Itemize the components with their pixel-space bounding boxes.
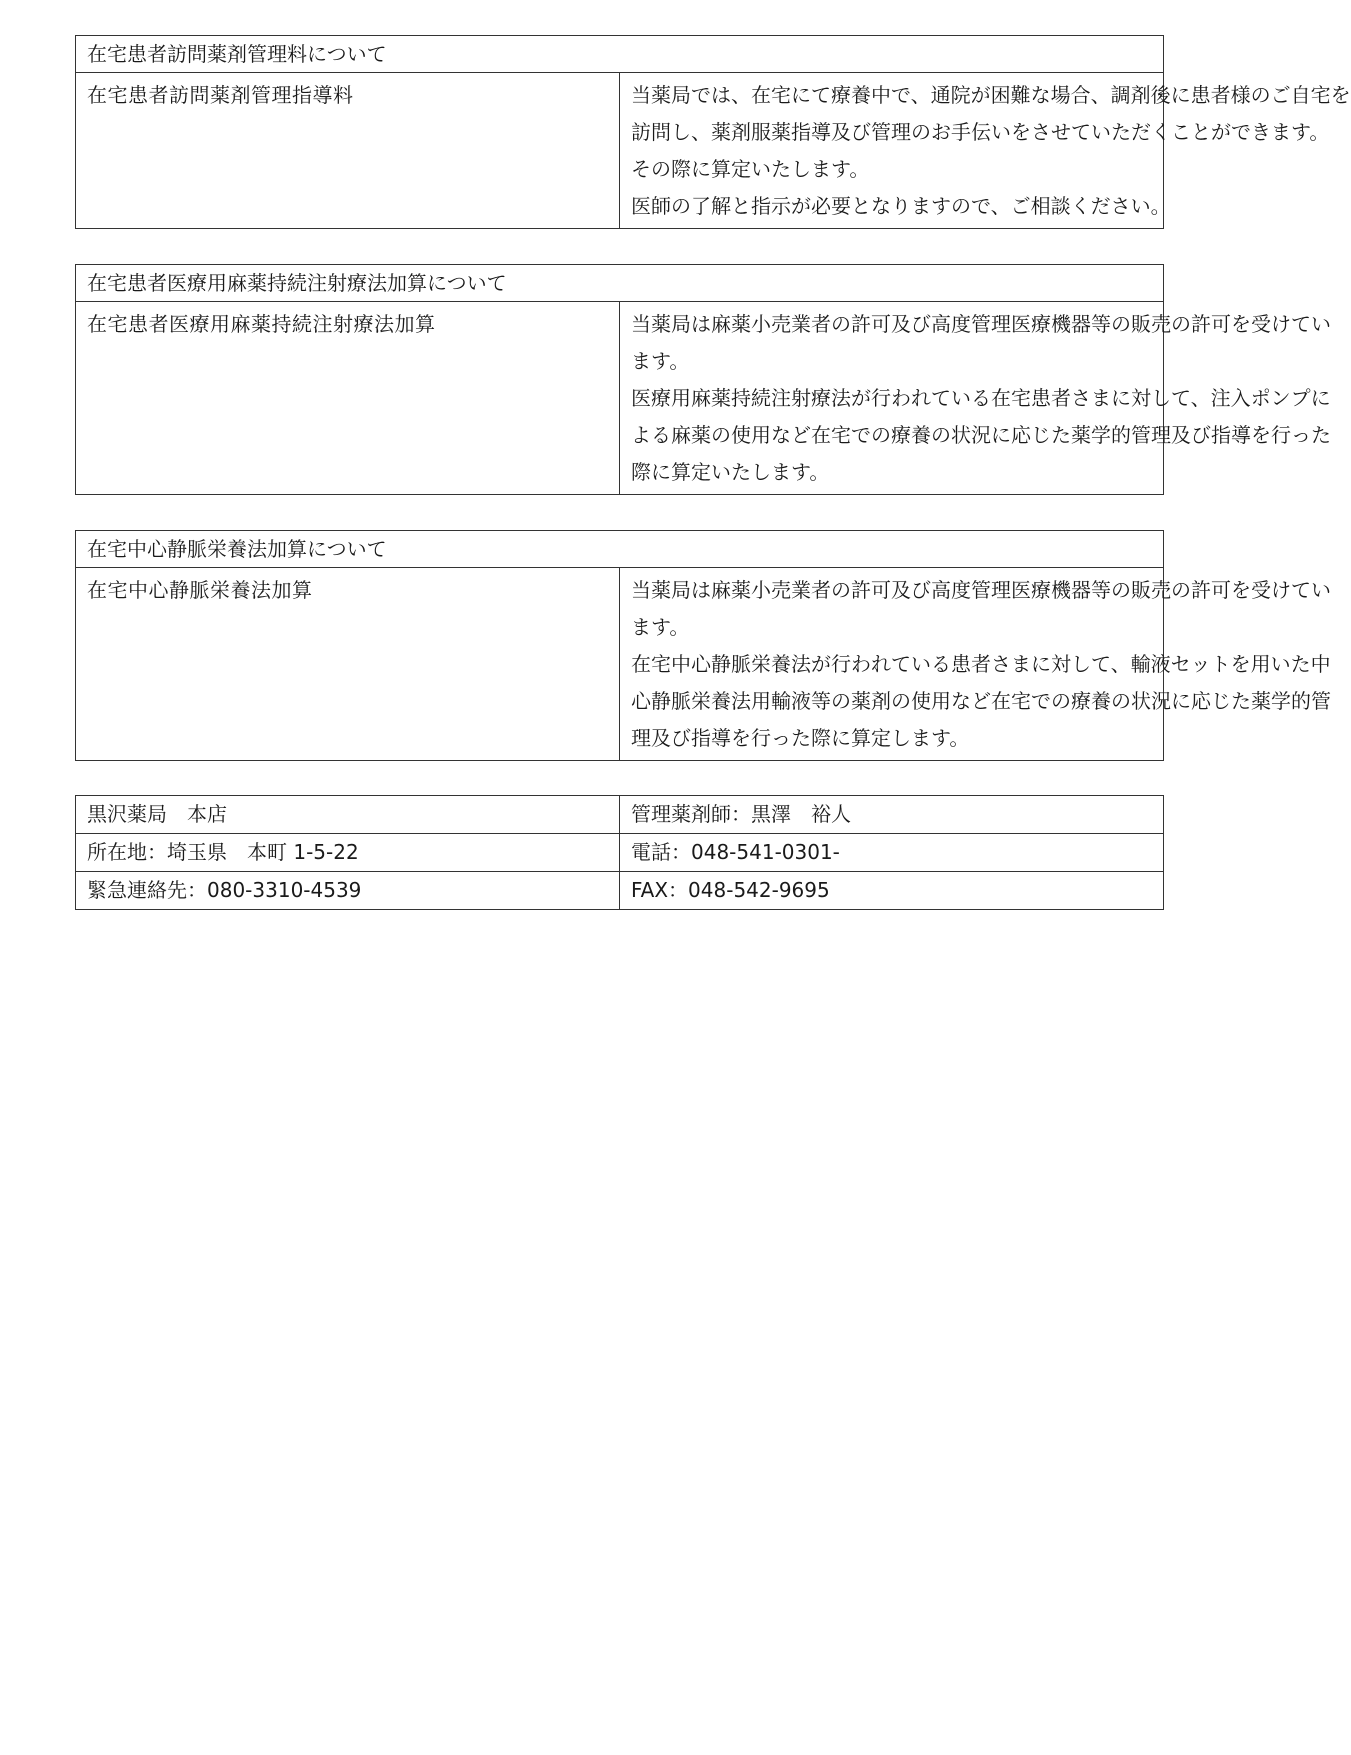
item-description [620, 73, 1351, 229]
pharmacy-fax: FAX：048-542-9695 [620, 872, 1164, 910]
section-table-parenteral-nutrition [75, 530, 1331, 761]
description-line: 在宅中心静脈栄養法が行われている患者さまに対して、輸液セットを用いた中 [631, 652, 1331, 676]
description-line: 医療用麻薬持続注射療法が行われている在宅患者さまに対して、注入ポンプに [631, 386, 1331, 410]
item-description [620, 568, 1331, 761]
pharmacy-phone: 電話：048-541-0301- [620, 834, 1164, 872]
section-table-narcotic-injection [75, 264, 1331, 495]
item-label: 在宅患者訪問薬剤管理指導料 [87, 83, 354, 107]
item-label: 在宅患者医療用麻薬持続注射療法加算 [87, 312, 436, 336]
pharmacy-name: 黒沢薬局 本店 [76, 796, 620, 834]
description-line: ます。 [631, 349, 690, 373]
description-line: 当薬局は麻薬小売業者の許可及び高度管理医療機器等の販売の許可を受けてい [631, 578, 1331, 602]
pharmacy-info-table [75, 795, 1164, 910]
item-label-cell [76, 73, 620, 229]
description-line: 心静脈栄養法用輸液等の薬剤の使用など在宅での療養の状況に応じた薬学的管 [631, 689, 1331, 713]
description-line: 医師の了解と指示が必要となりますので、ご相談ください。 [631, 194, 1171, 218]
pharmacist-manager: 管理薬剤師：黒澤 裕人 [620, 796, 1164, 834]
item-label-cell [76, 302, 620, 495]
section-header: 在宅中心静脈栄養法加算について [76, 531, 1164, 568]
emergency-contact: 緊急連絡先：080-3310-4539 [76, 872, 620, 910]
item-description [620, 302, 1331, 495]
item-label-cell [76, 568, 620, 761]
pharmacy-address: 所在地：埼玉県 本町 1-5-22 [76, 834, 620, 872]
description-line: 理及び指導を行った際に算定します。 [631, 726, 970, 750]
section-header: 在宅患者医療用麻薬持続注射療法加算について [76, 265, 1164, 302]
item-label: 在宅中心静脈栄養法加算 [87, 578, 313, 602]
description-line: 当薬局は麻薬小売業者の許可及び高度管理医療機器等の販売の許可を受けてい [631, 312, 1331, 336]
description-line: よる麻薬の使用など在宅での療養の状況に応じた薬学的管理及び指導を行った [631, 423, 1331, 447]
section-table-home-visit [75, 35, 1351, 229]
description-line: 当薬局では、在宅にて療養中で、通院が困難な場合、調剤後に患者様のご自宅を [631, 83, 1351, 107]
section-header: 在宅患者訪問薬剤管理料について [76, 36, 1164, 73]
description-line: 訪問し、薬剤服薬指導及び管理のお手伝いをさせていただくことができます。 [631, 120, 1330, 144]
description-line: 際に算定いたします。 [631, 460, 830, 484]
description-line: ます。 [631, 615, 690, 639]
description-line: その際に算定いたします。 [631, 157, 870, 181]
